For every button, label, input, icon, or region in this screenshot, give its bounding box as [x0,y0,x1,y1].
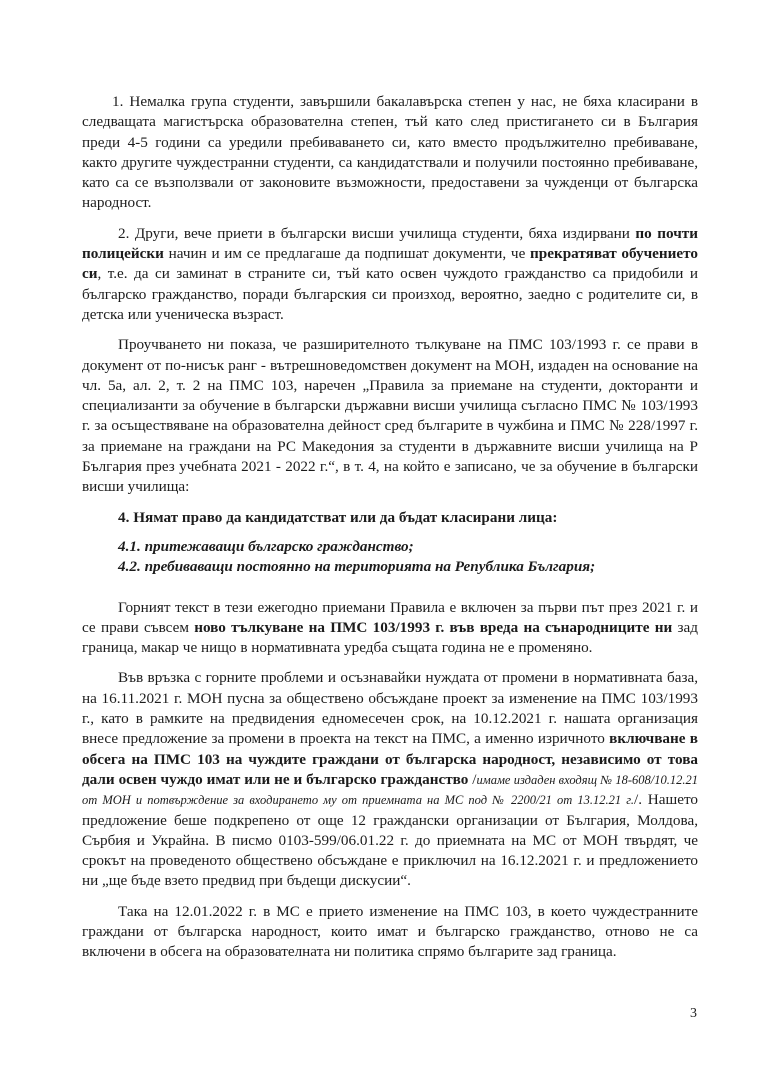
paragraph-5-italic-note: имаме издаден входящ № 18-608/10.12.21 от МОН и потвърждение за входирането му от приемната на МС под № 2200/21 от 13.12.21 г. [82,772,698,808]
paragraph-2 [82,224,698,325]
paragraph-5-bold-1: включване в обсега на ПМС 103 на чуждите граждани от българска народност, независимо от това дали освен чуждо имат или не и българско гражданство [82,730,698,788]
paragraph-5-text-3: /. Нашето предложение беше подкрепено от още 12 граждански организации от България, Молдова, Сърбия и Украйна. В писмо 0103-599/06.01.22 г. до приемната на МС от МОН твърдят, че срокът на проведеното обществено обсъждане е приключил на 16.12.2021 г. и предложението ни „ще бъде взето предвид при бъдещи дискусии“. [82,791,698,890]
paragraph-2-text-2: начин и им се предлагаше да подпишат документи, че [163,245,531,263]
quote-heading: 4. Нямат право да кандидатстват или да бъдат класирани лица: [118,508,558,526]
paragraph-6-text: Така на 12.01.2022 г. в МС е прието изменение на ПМС 103, в което чуждестранните граждани от българска народност, които имат и българско гражданство, отново не са включени в обсега на образователната ни политика спрямо българите зад граница. [82,902,698,961]
paragraph-4-text-1: Горният текст в тези ежегодно приемани Правила е включен за първи път през 2021 г. и се прави съвсем [82,598,698,636]
paragraph-1-text: 1. Немалка група студенти, завършили бакалавърска степен у нас, не бяха класирани в следващата магистърска образователна степен, тъй като след пристигането си в България преди 4-5 години са уредили пребиваването си, като вместо продължително пребиваване, както другите чуждестранни студенти, са кандидатствали и получили постоянно пребиваване, като са се възползвали от законовите възможности, предоставени за чужденци от българска народност. [82,93,698,212]
paragraph-5-text-1: Във връзка с горните проблеми и осъзнавайки нуждата от промени в нормативната база, на 16.11.2021 г. МОН пусна за обществено обсъждане проект за изменение на ПМС 103/1993 г., като в рамките на предвидения едномесечен срок, на 10.12.2021 г. нашата организация внесе предложение за промени в проекта на текст на ПМС, а именно изричното [82,669,698,748]
paragraph-2-bold-2: прекратяват обучението си [82,245,698,283]
paragraph-2-text-1: 2. Други, вече приети в български висши училища студенти, бяха издирвани [118,224,636,242]
paragraph-2-bold-1: по почти полицейски [82,224,698,263]
document-page [82,92,698,973]
page-number: 3 [690,1006,697,1021]
paragraph-1 [82,92,698,214]
paragraph-2-text-3: , т.е. да си заминат в страните си, тъй като освен чуждото гражданство са придобили и българско гражданство, поради българския си произход, вероятно, заедно с родителите си, в детска или ученическа възраст. [82,265,698,323]
paragraph-5 [82,668,698,891]
paragraph-5-text-2: / [468,770,477,788]
quote-item-2: 4.2. пребиваващи постоянно на територията на Република България; [118,558,596,576]
paragraph-4-text-2: зад граница, макар че нищо в нормативната уредба същата година не е променяно. [82,618,699,657]
quote-items [82,537,698,578]
paragraph-4 [82,598,698,659]
paragraph-6 [82,902,698,963]
quote-item-1: 4.1. притежаващи българско гражданство; [118,537,414,555]
paragraph-3 [82,335,698,497]
paragraph-4-bold-1: ново тълкуване на ПМС 103/1993 г. във вреда на сънародниците ни [194,618,673,636]
paragraph-3-text: Проучването ни показа, че разширителното тълкуване на ПМС 103/1993 г. се прави в документ от по-нисък ранг - вътрешноведомствен документ на МОН, издаден на основание на чл. 5а, ал. 2, т. 2 на ПМС 103, наречен „Правила за приемане на студенти, докторанти и специализанти за обучение в български държавни висши училища съгласно ПМС № 103/1993 г. за осъществяване на образователна дейност сред българите в чужбина и ПМС № 228/1997 г. за приемане на граждани на РС Македония за студенти в държавните висши училища на Р България през учебната 2021 - 2022 г.“, в т. 4, на който е записано, че за обучение в български висши училища: [82,336,698,496]
